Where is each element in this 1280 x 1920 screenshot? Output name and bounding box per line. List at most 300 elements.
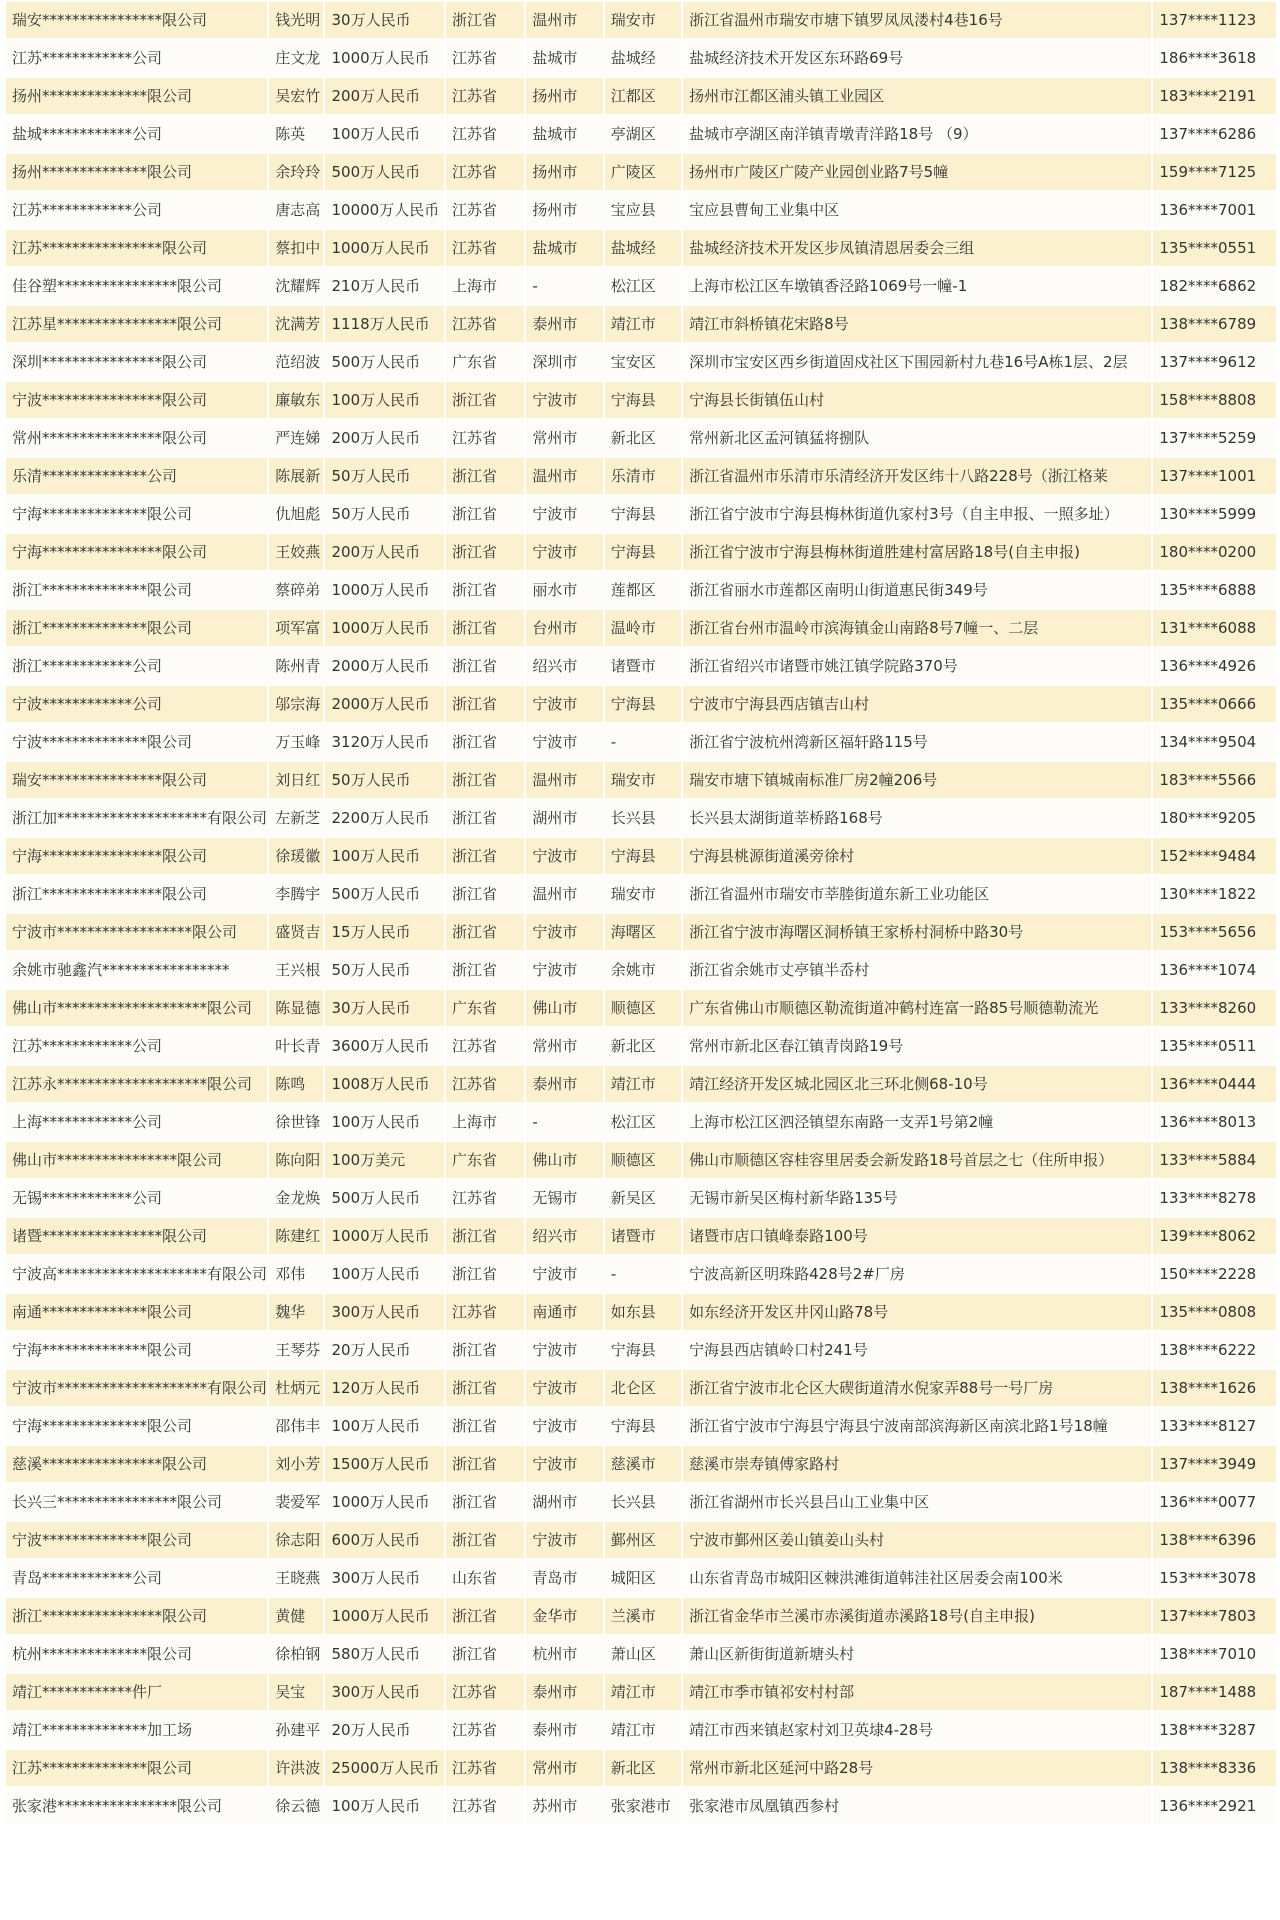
contact-cell: 邬宗海 [269, 686, 323, 722]
phone-cell: 153****3078 [1153, 1560, 1276, 1596]
district-cell: 新北区 [605, 1028, 681, 1064]
city-cell: 宁波市 [526, 724, 602, 760]
phone-cell: 133****8127 [1153, 1408, 1276, 1444]
company-name-cell: 诸暨****************限公司 [6, 1218, 267, 1254]
city-cell: 宁波市 [526, 496, 602, 532]
district-cell: 顺德区 [605, 990, 681, 1026]
capital-cell: 1000万人民币 [325, 230, 444, 266]
address-cell: 瑞安市塘下镇城南标准厂房2幢206号 [683, 762, 1151, 798]
contact-cell: 范绍波 [269, 344, 323, 380]
address-cell: 深圳市宝安区西乡街道固戍社区下围园新村九巷16号A栋1层、2层 [683, 344, 1151, 380]
address-cell: 浙江省宁波市宁海县宁海县宁波南部滨海新区南滨北路1号18幢 [683, 1408, 1151, 1444]
province-cell: 江苏省 [446, 78, 524, 114]
address-cell: 宁波市鄞州区姜山镇姜山头村 [683, 1522, 1151, 1558]
address-cell: 靖江市西来镇赵家村刘卫英埭4-28号 [683, 1712, 1151, 1748]
city-cell: - [526, 268, 602, 304]
city-cell: 宁波市 [526, 382, 602, 418]
address-cell: 山东省青岛市城阳区棘洪滩街道韩洼社区居委会南100米 [683, 1560, 1151, 1596]
capital-cell: 2000万人民币 [325, 686, 444, 722]
city-cell: 常州市 [526, 420, 602, 456]
table-row [6, 610, 1276, 646]
address-cell: 靖江市季市镇祁安村村部 [683, 1674, 1151, 1710]
capital-cell: 50万人民币 [325, 458, 444, 494]
address-cell: 广东省佛山市顺德区勒流街道冲鹤村连富一路85号顺德勒流光 [683, 990, 1151, 1026]
address-cell: 浙江省余姚市丈亭镇半岙村 [683, 952, 1151, 988]
company-name-cell: 常州****************限公司 [6, 420, 267, 456]
contact-cell: 陈展新 [269, 458, 323, 494]
company-name-cell: 浙江****************限公司 [6, 876, 267, 912]
phone-cell: 134****9504 [1153, 724, 1276, 760]
capital-cell: 1000万人民币 [325, 40, 444, 76]
address-cell: 常州新北区孟河镇猛将捌队 [683, 420, 1151, 456]
contact-cell: 刘小芳 [269, 1446, 323, 1482]
province-cell: 广东省 [446, 990, 524, 1026]
phone-cell: 137****9612 [1153, 344, 1276, 380]
phone-cell: 153****5656 [1153, 914, 1276, 950]
address-cell: 浙江省金华市兰溪市赤溪街道赤溪路18号(自主申报) [683, 1598, 1151, 1634]
phone-cell: 131****6088 [1153, 610, 1276, 646]
capital-cell: 1000万人民币 [325, 1218, 444, 1254]
province-cell: 浙江省 [446, 496, 524, 532]
table-row [6, 648, 1276, 684]
phone-cell: 137****1001 [1153, 458, 1276, 494]
province-cell: 江苏省 [446, 40, 524, 76]
capital-cell: 300万人民币 [325, 1294, 444, 1330]
table-row [6, 1522, 1276, 1558]
city-cell: 温州市 [526, 762, 602, 798]
phone-cell: 152****9484 [1153, 838, 1276, 874]
phone-cell: 180****0200 [1153, 534, 1276, 570]
capital-cell: 300万人民币 [325, 1674, 444, 1710]
company-table-container [4, 0, 1278, 1826]
province-cell: 广东省 [446, 1142, 524, 1178]
district-cell: 张家港市 [605, 1788, 681, 1824]
address-cell: 浙江省宁波市宁海县梅林街道仇家村3号（自主申报、一照多址） [683, 496, 1151, 532]
district-cell: 宁海县 [605, 1408, 681, 1444]
province-cell: 江苏省 [446, 1028, 524, 1064]
contact-cell: 刘日红 [269, 762, 323, 798]
contact-cell: 陈州青 [269, 648, 323, 684]
address-cell: 浙江省绍兴市诸暨市姚江镇学院路370号 [683, 648, 1151, 684]
district-cell: 温岭市 [605, 610, 681, 646]
district-cell: 诸暨市 [605, 1218, 681, 1254]
contact-cell: 沈满芳 [269, 306, 323, 342]
contact-cell: 李腾宇 [269, 876, 323, 912]
table-row [6, 1636, 1276, 1672]
company-table [4, 0, 1278, 1826]
address-cell: 浙江省温州市乐清市乐清经济开发区纬十八路228号（浙江格莱 [683, 458, 1151, 494]
company-name-cell: 杭州**************限公司 [6, 1636, 267, 1672]
address-cell: 张家港市凤凰镇西参村 [683, 1788, 1151, 1824]
province-cell: 浙江省 [446, 1218, 524, 1254]
city-cell: 宁波市 [526, 952, 602, 988]
table-row [6, 686, 1276, 722]
company-name-cell: 余姚市驰鑫汽***************** [6, 952, 267, 988]
company-name-cell: 瑞安****************限公司 [6, 762, 267, 798]
city-cell: 温州市 [526, 2, 602, 38]
district-cell: 盐城经 [605, 40, 681, 76]
province-cell: 江苏省 [446, 192, 524, 228]
city-cell: 绍兴市 [526, 648, 602, 684]
district-cell: 余姚市 [605, 952, 681, 988]
capital-cell: 500万人民币 [325, 876, 444, 912]
city-cell: 苏州市 [526, 1788, 602, 1824]
capital-cell: 120万人民币 [325, 1370, 444, 1406]
address-cell: 浙江省湖州市长兴县吕山工业集中区 [683, 1484, 1151, 1520]
contact-cell: 徐云德 [269, 1788, 323, 1824]
contact-cell: 陈建红 [269, 1218, 323, 1254]
city-cell: 泰州市 [526, 1674, 602, 1710]
company-name-cell: 江苏************公司 [6, 1028, 267, 1064]
table-row [6, 420, 1276, 456]
address-cell: 常州市新北区延河中路28号 [683, 1750, 1151, 1786]
company-name-cell: 乐清**************公司 [6, 458, 267, 494]
phone-cell: 136****4926 [1153, 648, 1276, 684]
contact-cell: 吴宝 [269, 1674, 323, 1710]
contact-cell: 严连娣 [269, 420, 323, 456]
company-name-cell: 佛山市****************限公司 [6, 1142, 267, 1178]
province-cell: 江苏省 [446, 116, 524, 152]
phone-cell: 138****6789 [1153, 306, 1276, 342]
address-cell: 浙江省宁波市海曙区洞桥镇王家桥村洞桥中路30号 [683, 914, 1151, 950]
table-row [6, 496, 1276, 532]
district-cell: 靖江市 [605, 1066, 681, 1102]
city-cell: 泰州市 [526, 1066, 602, 1102]
contact-cell: 廉敏东 [269, 382, 323, 418]
company-name-cell: 宁波**************限公司 [6, 724, 267, 760]
capital-cell: 1000万人民币 [325, 572, 444, 608]
contact-cell: 左新芝 [269, 800, 323, 836]
province-cell: 广东省 [446, 344, 524, 380]
company-name-cell: 宁海****************限公司 [6, 534, 267, 570]
district-cell: 城阳区 [605, 1560, 681, 1596]
table-row [6, 230, 1276, 266]
contact-cell: 黄健 [269, 1598, 323, 1634]
province-cell: 浙江省 [446, 1332, 524, 1368]
city-cell: 扬州市 [526, 78, 602, 114]
city-cell: 宁波市 [526, 534, 602, 570]
province-cell: 江苏省 [446, 306, 524, 342]
table-row [6, 1180, 1276, 1216]
phone-cell: 183****2191 [1153, 78, 1276, 114]
table-row [6, 458, 1276, 494]
city-cell: 泰州市 [526, 1712, 602, 1748]
capital-cell: 20万人民币 [325, 1332, 444, 1368]
province-cell: 江苏省 [446, 154, 524, 190]
company-name-cell: 佛山市********************限公司 [6, 990, 267, 1026]
phone-cell: 135****0808 [1153, 1294, 1276, 1330]
company-name-cell: 江苏星****************限公司 [6, 306, 267, 342]
city-cell: 绍兴市 [526, 1218, 602, 1254]
company-name-cell: 瑞安****************限公司 [6, 2, 267, 38]
table-row [6, 762, 1276, 798]
capital-cell: 2000万人民币 [325, 648, 444, 684]
capital-cell: 300万人民币 [325, 1560, 444, 1596]
province-cell: 浙江省 [446, 876, 524, 912]
company-name-cell: 宁海**************限公司 [6, 1332, 267, 1368]
city-cell: 宁波市 [526, 1370, 602, 1406]
company-name-cell: 盐城************公司 [6, 116, 267, 152]
phone-cell: 133****8278 [1153, 1180, 1276, 1216]
province-cell: 浙江省 [446, 2, 524, 38]
table-row [6, 306, 1276, 342]
province-cell: 浙江省 [446, 1256, 524, 1292]
capital-cell: 1000万人民币 [325, 1484, 444, 1520]
city-cell: 湖州市 [526, 1484, 602, 1520]
contact-cell: 许洪波 [269, 1750, 323, 1786]
table-row [6, 1750, 1276, 1786]
province-cell: 浙江省 [446, 1408, 524, 1444]
address-cell: 浙江省台州市温岭市滨海镇金山南路8号7幢一、二层 [683, 610, 1151, 646]
capital-cell: 100万人民币 [325, 382, 444, 418]
company-name-cell: 宁波**************限公司 [6, 1522, 267, 1558]
contact-cell: 王姣燕 [269, 534, 323, 570]
table-row [6, 1028, 1276, 1064]
address-cell: 宁海县西店镇岭口村241号 [683, 1332, 1151, 1368]
province-cell: 浙江省 [446, 572, 524, 608]
capital-cell: 25000万人民币 [325, 1750, 444, 1786]
address-cell: 慈溪市崇寿镇傅家路村 [683, 1446, 1151, 1482]
capital-cell: 200万人民币 [325, 78, 444, 114]
contact-cell: 裴爱军 [269, 1484, 323, 1520]
city-cell: 无锡市 [526, 1180, 602, 1216]
address-cell: 宁海县桃源街道溪旁徐村 [683, 838, 1151, 874]
company-name-cell: 宁海**************限公司 [6, 1408, 267, 1444]
capital-cell: 50万人民币 [325, 762, 444, 798]
company-name-cell: 宁波****************限公司 [6, 382, 267, 418]
province-cell: 江苏省 [446, 1180, 524, 1216]
phone-cell: 137****6286 [1153, 116, 1276, 152]
province-cell: 江苏省 [446, 1674, 524, 1710]
phone-cell: 135****0551 [1153, 230, 1276, 266]
phone-cell: 186****3618 [1153, 40, 1276, 76]
address-cell: 长兴县太湖街道莘桥路168号 [683, 800, 1151, 836]
capital-cell: 2200万人民币 [325, 800, 444, 836]
address-cell: 宁波市宁海县西店镇吉山村 [683, 686, 1151, 722]
city-cell: 台州市 [526, 610, 602, 646]
capital-cell: 600万人民币 [325, 1522, 444, 1558]
province-cell: 浙江省 [446, 534, 524, 570]
address-cell: 佛山市顺德区容桂容里居委会新发路18号首层之七（住所申报） [683, 1142, 1151, 1178]
contact-cell: 蔡扣中 [269, 230, 323, 266]
table-row [6, 116, 1276, 152]
phone-cell: 133****8260 [1153, 990, 1276, 1026]
table-row [6, 1066, 1276, 1102]
table-row [6, 724, 1276, 760]
capital-cell: 100万人民币 [325, 1256, 444, 1292]
city-cell: 宁波市 [526, 1408, 602, 1444]
address-cell: 靖江市斜桥镇花宋路8号 [683, 306, 1151, 342]
company-name-cell: 宁波市******************限公司 [6, 914, 267, 950]
table-row [6, 1142, 1276, 1178]
contact-cell: 邓伟 [269, 1256, 323, 1292]
phone-cell: 130****1822 [1153, 876, 1276, 912]
company-name-cell: 无锡************公司 [6, 1180, 267, 1216]
capital-cell: 10000万人民币 [325, 192, 444, 228]
district-cell: 宁海县 [605, 382, 681, 418]
capital-cell: 1008万人民币 [325, 1066, 444, 1102]
capital-cell: 200万人民币 [325, 534, 444, 570]
province-cell: 上海市 [446, 268, 524, 304]
district-cell: 宁海县 [605, 838, 681, 874]
city-cell: - [526, 1104, 602, 1140]
company-name-cell: 慈溪****************限公司 [6, 1446, 267, 1482]
district-cell: 宁海县 [605, 534, 681, 570]
capital-cell: 1000万人民币 [325, 610, 444, 646]
company-name-cell: 宁波高********************有限公司 [6, 1256, 267, 1292]
table-row [6, 1446, 1276, 1482]
address-cell: 宁海县长街镇伍山村 [683, 382, 1151, 418]
contact-cell: 项军富 [269, 610, 323, 646]
phone-cell: 136****0077 [1153, 1484, 1276, 1520]
province-cell: 山东省 [446, 1560, 524, 1596]
district-cell: 盐城经 [605, 230, 681, 266]
phone-cell: 138****8336 [1153, 1750, 1276, 1786]
district-cell: 海曙区 [605, 914, 681, 950]
table-row [6, 78, 1276, 114]
phone-cell: 137****3949 [1153, 1446, 1276, 1482]
table-row [6, 344, 1276, 380]
company-name-cell: 长兴三****************限公司 [6, 1484, 267, 1520]
district-cell: 乐清市 [605, 458, 681, 494]
company-name-cell: 宁海**************限公司 [6, 496, 267, 532]
phone-cell: 136****8013 [1153, 1104, 1276, 1140]
table-row [6, 1294, 1276, 1330]
capital-cell: 210万人民币 [325, 268, 444, 304]
city-cell: 温州市 [526, 876, 602, 912]
district-cell: 松江区 [605, 268, 681, 304]
city-cell: 佛山市 [526, 1142, 602, 1178]
table-row [6, 1218, 1276, 1254]
contact-cell: 邵伟丰 [269, 1408, 323, 1444]
contact-cell: 王晓燕 [269, 1560, 323, 1596]
capital-cell: 100万人民币 [325, 1104, 444, 1140]
table-row [6, 382, 1276, 418]
city-cell: 宁波市 [526, 686, 602, 722]
phone-cell: 137****5259 [1153, 420, 1276, 456]
contact-cell: 徐柏钢 [269, 1636, 323, 1672]
district-cell: 靖江市 [605, 306, 681, 342]
city-cell: 宁波市 [526, 1256, 602, 1292]
company-name-cell: 扬州**************限公司 [6, 154, 267, 190]
city-cell: 常州市 [526, 1750, 602, 1786]
contact-cell: 万玉峰 [269, 724, 323, 760]
contact-cell: 魏华 [269, 1294, 323, 1330]
company-name-cell: 江苏永********************限公司 [6, 1066, 267, 1102]
table-row [6, 192, 1276, 228]
province-cell: 浙江省 [446, 1484, 524, 1520]
phone-cell: 187****1488 [1153, 1674, 1276, 1710]
city-cell: 宁波市 [526, 1446, 602, 1482]
capital-cell: 500万人民币 [325, 344, 444, 380]
table-row [6, 1332, 1276, 1368]
company-table-body [6, 2, 1276, 1824]
company-name-cell: 江苏************公司 [6, 192, 267, 228]
table-row [6, 2, 1276, 38]
table-row [6, 154, 1276, 190]
province-cell: 浙江省 [446, 1370, 524, 1406]
capital-cell: 20万人民币 [325, 1712, 444, 1748]
phone-cell: 182****6862 [1153, 268, 1276, 304]
contact-cell: 孙建平 [269, 1712, 323, 1748]
contact-cell: 王兴根 [269, 952, 323, 988]
district-cell: 新北区 [605, 1750, 681, 1786]
address-cell: 宝应县曹甸工业集中区 [683, 192, 1151, 228]
company-name-cell: 浙江************公司 [6, 648, 267, 684]
capital-cell: 100万人民币 [325, 116, 444, 152]
district-cell: 北仑区 [605, 1370, 681, 1406]
contact-cell: 徐世锋 [269, 1104, 323, 1140]
province-cell: 浙江省 [446, 610, 524, 646]
table-row [6, 1560, 1276, 1596]
capital-cell: 1000万人民币 [325, 1598, 444, 1634]
contact-cell: 钱光明 [269, 2, 323, 38]
capital-cell: 1118万人民币 [325, 306, 444, 342]
contact-cell: 徐志阳 [269, 1522, 323, 1558]
capital-cell: 500万人民币 [325, 1180, 444, 1216]
address-cell: 萧山区新街街道新塘头村 [683, 1636, 1151, 1672]
table-row [6, 1788, 1276, 1824]
table-row [6, 800, 1276, 836]
contact-cell: 吴宏竹 [269, 78, 323, 114]
district-cell: 瑞安市 [605, 762, 681, 798]
city-cell: 金华市 [526, 1598, 602, 1634]
district-cell: 莲都区 [605, 572, 681, 608]
province-cell: 浙江省 [446, 914, 524, 950]
phone-cell: 138****7010 [1153, 1636, 1276, 1672]
address-cell: 常州市新北区春江镇青岗路19号 [683, 1028, 1151, 1064]
province-cell: 江苏省 [446, 1788, 524, 1824]
table-row [6, 40, 1276, 76]
city-cell: 盐城市 [526, 116, 602, 152]
address-cell: 盐城经济技术开发区步凤镇清恩居委会三组 [683, 230, 1151, 266]
contact-cell: 盛贤吉 [269, 914, 323, 950]
table-row [6, 534, 1276, 570]
contact-cell: 王琴芬 [269, 1332, 323, 1368]
district-cell: 松江区 [605, 1104, 681, 1140]
address-cell: 靖江经济开发区城北园区北三环北侧68-10号 [683, 1066, 1151, 1102]
contact-cell: 沈耀辉 [269, 268, 323, 304]
address-cell: 浙江省宁波杭州湾新区福轩路115号 [683, 724, 1151, 760]
province-cell: 浙江省 [446, 952, 524, 988]
city-cell: 宁波市 [526, 838, 602, 874]
phone-cell: 133****5884 [1153, 1142, 1276, 1178]
capital-cell: 50万人民币 [325, 496, 444, 532]
table-row [6, 952, 1276, 988]
city-cell: 扬州市 [526, 192, 602, 228]
district-cell: 瑞安市 [605, 2, 681, 38]
table-row [6, 1104, 1276, 1140]
city-cell: 丽水市 [526, 572, 602, 608]
phone-cell: 150****2228 [1153, 1256, 1276, 1292]
address-cell: 浙江省温州市瑞安市塘下镇罗凤凤溇村4巷16号 [683, 2, 1151, 38]
province-cell: 浙江省 [446, 1636, 524, 1672]
city-cell: 深圳市 [526, 344, 602, 380]
table-row [6, 990, 1276, 1026]
district-cell: 诸暨市 [605, 648, 681, 684]
phone-cell: 138****6222 [1153, 1332, 1276, 1368]
company-name-cell: 扬州**************限公司 [6, 78, 267, 114]
district-cell: 亭湖区 [605, 116, 681, 152]
city-cell: 佛山市 [526, 990, 602, 1026]
province-cell: 江苏省 [446, 1750, 524, 1786]
contact-cell: 陈鸣 [269, 1066, 323, 1102]
province-cell: 浙江省 [446, 686, 524, 722]
address-cell: 盐城经济技术开发区东环路69号 [683, 40, 1151, 76]
table-row [6, 1408, 1276, 1444]
district-cell: 靖江市 [605, 1674, 681, 1710]
contact-cell: 徐瑗徽 [269, 838, 323, 874]
